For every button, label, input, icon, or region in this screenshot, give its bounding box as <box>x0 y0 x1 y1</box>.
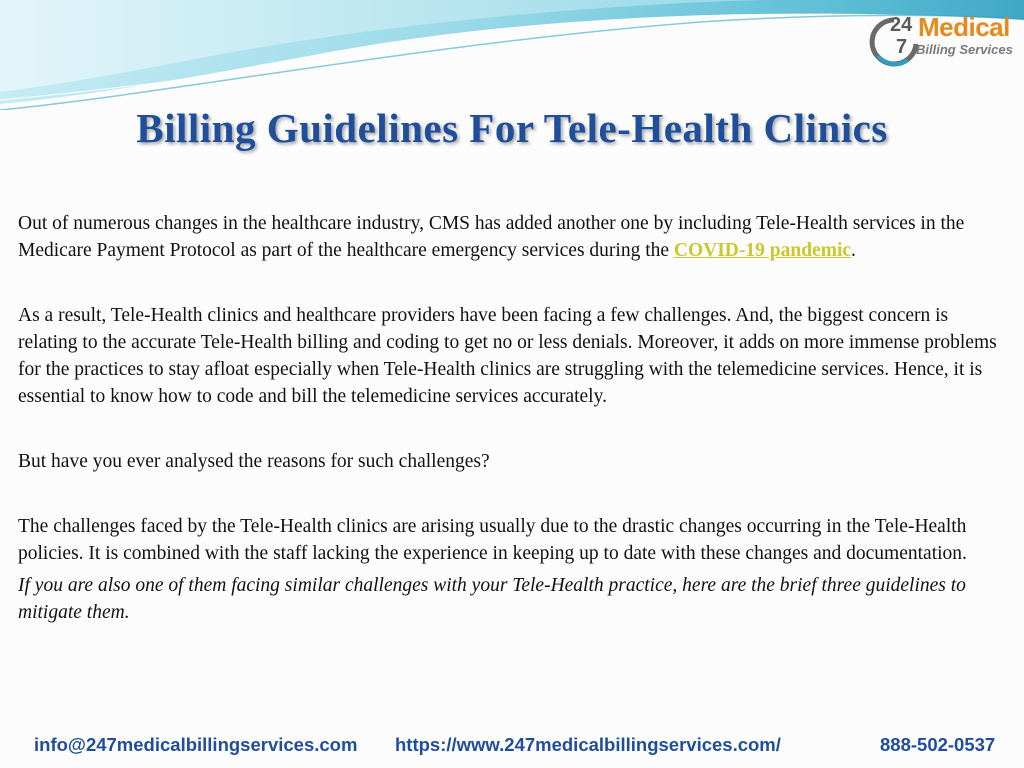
paragraph-intro <box>18 210 1010 264</box>
paragraph-intro-text: Out of numerous changes in the healthcare industry, CMS has added another one by including Tele-Health services in the Medicare Payment Protocol as part of the healthcare emergency services during the <box>18 213 965 261</box>
paragraph-question: But have you ever analysed the reasons for such challenges? <box>18 451 490 472</box>
paragraph-intro-end: . <box>851 240 856 261</box>
paragraph-reasons: The challenges faced by the Tele-Health clinics are arising usually due to the drastic changes occurring in the Tele-Health policies. It is combined with the staff lacking the experience in keeping up to date with these changes and documentation. <box>18 516 967 564</box>
logo-subtitle: Billing Services <box>916 42 1013 57</box>
logo-number: 24 <box>890 14 913 36</box>
footer-phone-number[interactable]: 888-502-0537 <box>880 734 996 755</box>
footer-contact-bar <box>0 732 1024 762</box>
company-logo <box>868 12 1020 76</box>
logo-number-7: 7 <box>896 36 908 58</box>
footer-email-link[interactable]: info@247medicalbillingservices.com <box>34 734 358 755</box>
paragraph-guidelines-intro: If you are also one of them facing similar challenges with your Tele-Health practice, here are the brief three guidelines to mitigate them. <box>18 575 966 623</box>
covid-19-link[interactable]: COVID-19 pandemic <box>673 240 852 261</box>
body-content <box>18 210 1010 626</box>
paragraph-challenges: As a result, Tele-Health clinics and healthcare providers have been facing a few challenges. And, the biggest concern is relating to the accurate Tele-Health billing and coding to get no or less denials. Moreover, it adds on more immense problems for the practices to stay afloat especially when Tele-Health clinics are struggling with the telemedicine services. Hence, it is essential to know how to code and bill the telemedicine services accurately. <box>18 305 997 407</box>
footer-website-link[interactable]: https://www.247medicalbillingservices.com/ <box>395 734 781 755</box>
page-title: Billing Guidelines For Tele-Health Clinics <box>136 105 888 151</box>
logo-word-medical: Medical <box>918 12 1010 42</box>
